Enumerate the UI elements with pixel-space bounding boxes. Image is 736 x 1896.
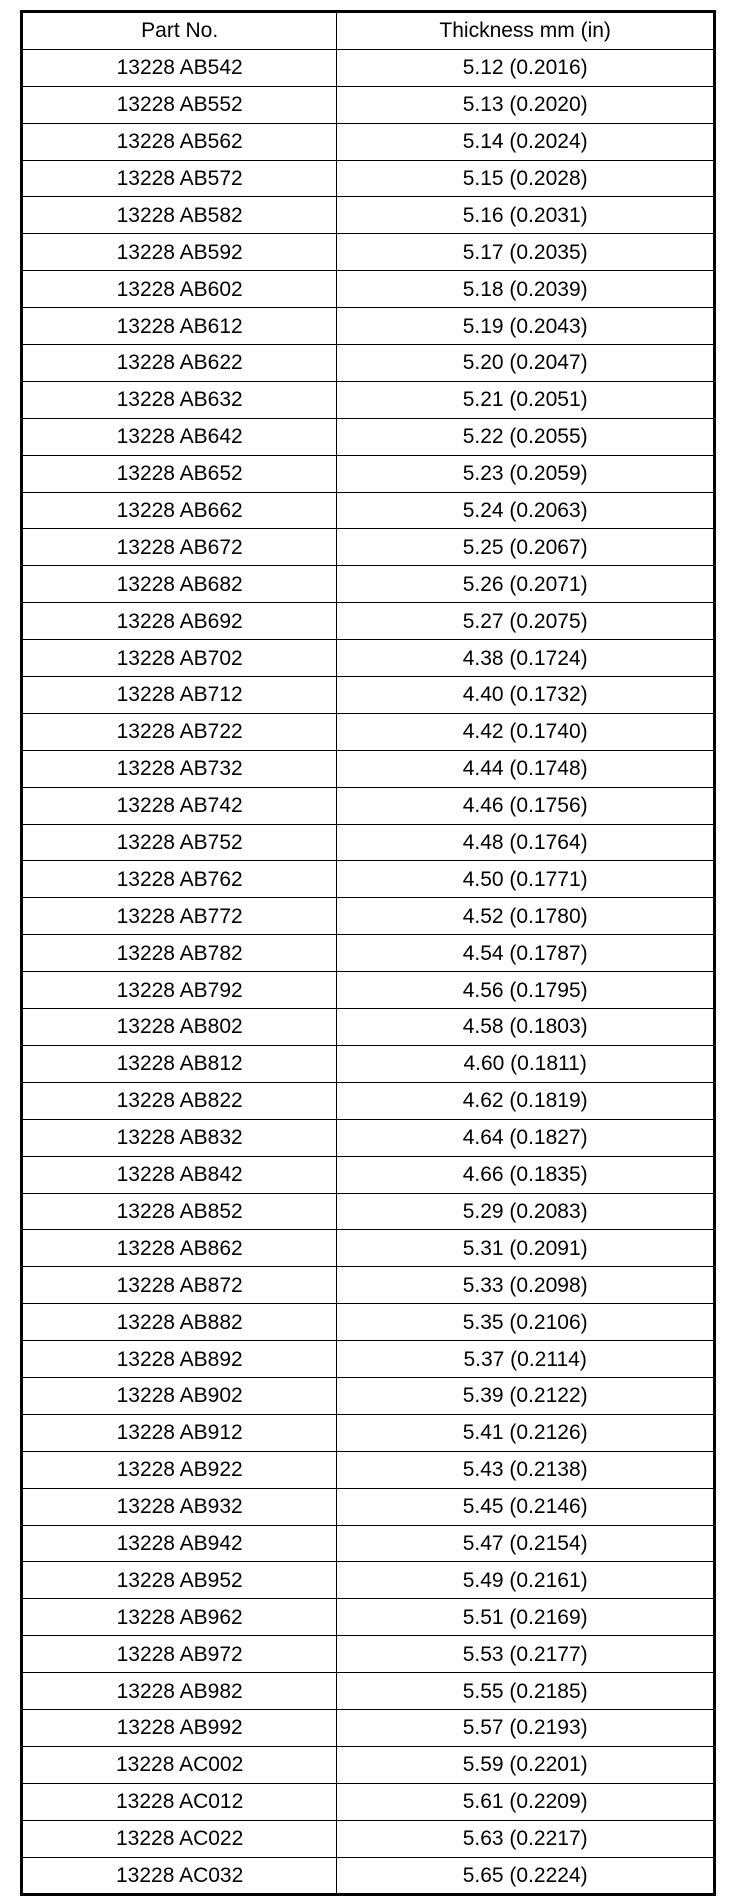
thickness-cell: 4.42 (0.1740) <box>337 713 715 750</box>
part-no-cell: 13228 AB642 <box>22 418 337 455</box>
table-row <box>22 1525 715 1562</box>
thickness-cell: 5.23 (0.2059) <box>337 455 715 492</box>
table-row <box>22 1082 715 1119</box>
part-no-cell: 13228 AB902 <box>22 1377 337 1414</box>
thickness-cell: 5.43 (0.2138) <box>337 1451 715 1488</box>
part-no-cell: 13228 AB742 <box>22 787 337 824</box>
part-no-cell: 13228 AB562 <box>22 123 337 160</box>
table-row <box>22 1857 715 1895</box>
table-row <box>22 1599 715 1636</box>
table-row <box>22 824 715 861</box>
header-thickness: Thickness mm (in) <box>337 12 715 50</box>
table-row <box>22 1673 715 1710</box>
part-no-cell: 13228 AB882 <box>22 1304 337 1341</box>
table-row <box>22 935 715 972</box>
thickness-cell: 4.64 (0.1827) <box>337 1119 715 1156</box>
part-no-cell: 13228 AB952 <box>22 1562 337 1599</box>
part-no-cell: 13228 AB552 <box>22 86 337 123</box>
table-row <box>22 861 715 898</box>
part-no-cell: 13228 AB542 <box>22 49 337 86</box>
part-no-cell: 13228 AB632 <box>22 381 337 418</box>
table-row <box>22 1709 715 1746</box>
table-row <box>22 197 715 234</box>
table-header <box>22 12 715 50</box>
part-no-cell: 13228 AB572 <box>22 160 337 197</box>
part-no-cell: 13228 AB862 <box>22 1230 337 1267</box>
thickness-cell: 5.49 (0.2161) <box>337 1562 715 1599</box>
table-row <box>22 1783 715 1820</box>
part-no-cell: 13228 AB782 <box>22 935 337 972</box>
thickness-cell: 5.33 (0.2098) <box>337 1267 715 1304</box>
table-row <box>22 1451 715 1488</box>
thickness-cell: 5.24 (0.2063) <box>337 492 715 529</box>
thickness-cell: 5.15 (0.2028) <box>337 160 715 197</box>
part-no-cell: 13228 AB842 <box>22 1156 337 1193</box>
table-row <box>22 640 715 677</box>
part-no-cell: 13228 AB812 <box>22 1045 337 1082</box>
part-no-cell: 13228 AB752 <box>22 824 337 861</box>
table-row <box>22 1636 715 1673</box>
thickness-cell: 5.37 (0.2114) <box>337 1341 715 1378</box>
thickness-cell: 5.25 (0.2067) <box>337 529 715 566</box>
thickness-cell: 4.56 (0.1795) <box>337 972 715 1009</box>
thickness-cell: 4.44 (0.1748) <box>337 750 715 787</box>
table-row <box>22 1119 715 1156</box>
part-no-cell: 13228 AB592 <box>22 234 337 271</box>
thickness-cell: 5.18 (0.2039) <box>337 271 715 308</box>
table-row <box>22 1304 715 1341</box>
parts-thickness-table <box>20 10 716 1896</box>
part-no-cell: 13228 AB802 <box>22 1009 337 1046</box>
part-no-cell: 13228 AB602 <box>22 271 337 308</box>
part-no-cell: 13228 AB792 <box>22 972 337 1009</box>
part-no-cell: 13228 AC002 <box>22 1746 337 1783</box>
thickness-cell: 5.12 (0.2016) <box>337 49 715 86</box>
thickness-cell: 5.45 (0.2146) <box>337 1488 715 1525</box>
table-row <box>22 1820 715 1857</box>
thickness-cell: 4.46 (0.1756) <box>337 787 715 824</box>
part-no-cell: 13228 AB722 <box>22 713 337 750</box>
table-row <box>22 1488 715 1525</box>
table-row <box>22 49 715 86</box>
table-row <box>22 123 715 160</box>
thickness-cell: 5.57 (0.2193) <box>337 1709 715 1746</box>
header-part-no: Part No. <box>22 12 337 50</box>
table-row <box>22 1009 715 1046</box>
part-no-cell: 13228 AB662 <box>22 492 337 529</box>
table-row <box>22 1230 715 1267</box>
thickness-cell: 5.22 (0.2055) <box>337 418 715 455</box>
part-no-cell: 13228 AB582 <box>22 197 337 234</box>
part-no-cell: 13228 AB672 <box>22 529 337 566</box>
part-no-cell: 13228 AB922 <box>22 1451 337 1488</box>
part-no-cell: 13228 AB652 <box>22 455 337 492</box>
table-row <box>22 972 715 1009</box>
table-row <box>22 1267 715 1304</box>
part-no-cell: 13228 AB622 <box>22 345 337 382</box>
table-row <box>22 455 715 492</box>
thickness-cell: 5.17 (0.2035) <box>337 234 715 271</box>
thickness-cell: 5.20 (0.2047) <box>337 345 715 382</box>
part-no-cell: 13228 AB912 <box>22 1414 337 1451</box>
table-row <box>22 1045 715 1082</box>
table-row <box>22 529 715 566</box>
part-no-cell: 13228 AC032 <box>22 1857 337 1895</box>
header-row <box>22 12 715 50</box>
thickness-cell: 5.63 (0.2217) <box>337 1820 715 1857</box>
part-no-cell: 13228 AB972 <box>22 1636 337 1673</box>
thickness-cell: 5.59 (0.2201) <box>337 1746 715 1783</box>
thickness-cell: 5.13 (0.2020) <box>337 86 715 123</box>
thickness-cell: 5.31 (0.2091) <box>337 1230 715 1267</box>
table-row <box>22 234 715 271</box>
thickness-cell: 4.52 (0.1780) <box>337 898 715 935</box>
table-row <box>22 418 715 455</box>
parts-table-container <box>20 10 716 1896</box>
thickness-cell: 4.54 (0.1787) <box>337 935 715 972</box>
thickness-cell: 4.40 (0.1732) <box>337 677 715 714</box>
thickness-cell: 4.48 (0.1764) <box>337 824 715 861</box>
table-row <box>22 492 715 529</box>
table-row <box>22 566 715 603</box>
table-row <box>22 677 715 714</box>
table-row <box>22 750 715 787</box>
table-row <box>22 1562 715 1599</box>
table-body <box>22 49 715 1895</box>
thickness-cell: 4.60 (0.1811) <box>337 1045 715 1082</box>
thickness-cell: 5.61 (0.2209) <box>337 1783 715 1820</box>
thickness-cell: 5.14 (0.2024) <box>337 123 715 160</box>
thickness-cell: 5.55 (0.2185) <box>337 1673 715 1710</box>
part-no-cell: 13228 AB892 <box>22 1341 337 1378</box>
table-row <box>22 1414 715 1451</box>
thickness-cell: 5.27 (0.2075) <box>337 603 715 640</box>
part-no-cell: 13228 AB852 <box>22 1193 337 1230</box>
thickness-cell: 4.62 (0.1819) <box>337 1082 715 1119</box>
part-no-cell: 13228 AB982 <box>22 1673 337 1710</box>
table-row <box>22 345 715 382</box>
table-row <box>22 1193 715 1230</box>
table-row <box>22 308 715 345</box>
table-row <box>22 1377 715 1414</box>
part-no-cell: 13228 AB692 <box>22 603 337 640</box>
part-no-cell: 13228 AB762 <box>22 861 337 898</box>
thickness-cell: 5.29 (0.2083) <box>337 1193 715 1230</box>
part-no-cell: 13228 AB832 <box>22 1119 337 1156</box>
thickness-cell: 5.41 (0.2126) <box>337 1414 715 1451</box>
table-row <box>22 898 715 935</box>
part-no-cell: 13228 AB772 <box>22 898 337 935</box>
part-no-cell: 13228 AB732 <box>22 750 337 787</box>
thickness-cell: 5.51 (0.2169) <box>337 1599 715 1636</box>
part-no-cell: 13228 AB612 <box>22 308 337 345</box>
part-no-cell: 13228 AB702 <box>22 640 337 677</box>
part-no-cell: 13228 AC022 <box>22 1820 337 1857</box>
thickness-cell: 5.26 (0.2071) <box>337 566 715 603</box>
part-no-cell: 13228 AB962 <box>22 1599 337 1636</box>
part-no-cell: 13228 AB682 <box>22 566 337 603</box>
part-no-cell: 13228 AB872 <box>22 1267 337 1304</box>
table-row <box>22 603 715 640</box>
thickness-cell: 5.39 (0.2122) <box>337 1377 715 1414</box>
thickness-cell: 5.35 (0.2106) <box>337 1304 715 1341</box>
table-row <box>22 713 715 750</box>
table-row <box>22 1746 715 1783</box>
thickness-cell: 4.38 (0.1724) <box>337 640 715 677</box>
table-row <box>22 1156 715 1193</box>
thickness-cell: 5.53 (0.2177) <box>337 1636 715 1673</box>
part-no-cell: 13228 AB822 <box>22 1082 337 1119</box>
part-no-cell: 13228 AB942 <box>22 1525 337 1562</box>
table-row <box>22 160 715 197</box>
thickness-cell: 5.47 (0.2154) <box>337 1525 715 1562</box>
table-row <box>22 86 715 123</box>
thickness-cell: 4.50 (0.1771) <box>337 861 715 898</box>
thickness-cell: 5.65 (0.2224) <box>337 1857 715 1895</box>
part-no-cell: 13228 AB992 <box>22 1709 337 1746</box>
thickness-cell: 5.19 (0.2043) <box>337 308 715 345</box>
thickness-cell: 4.66 (0.1835) <box>337 1156 715 1193</box>
thickness-cell: 5.16 (0.2031) <box>337 197 715 234</box>
thickness-cell: 5.21 (0.2051) <box>337 381 715 418</box>
table-row <box>22 271 715 308</box>
table-row <box>22 381 715 418</box>
table-row <box>22 1341 715 1378</box>
part-no-cell: 13228 AB712 <box>22 677 337 714</box>
thickness-cell: 4.58 (0.1803) <box>337 1009 715 1046</box>
part-no-cell: 13228 AC012 <box>22 1783 337 1820</box>
table-row <box>22 787 715 824</box>
part-no-cell: 13228 AB932 <box>22 1488 337 1525</box>
